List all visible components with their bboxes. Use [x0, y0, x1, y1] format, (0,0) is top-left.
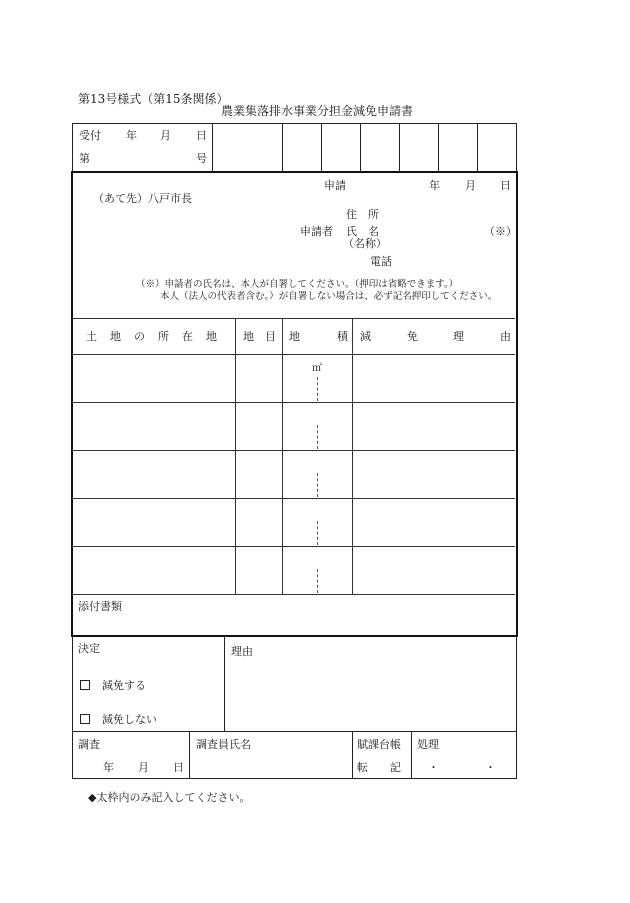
decision-label: 決定	[78, 642, 100, 655]
col-location: 土 地 の 所 在 地	[86, 330, 218, 343]
application-month: 月	[465, 179, 476, 192]
area-unit: ㎡	[312, 363, 322, 374]
footer-note: ◆太枠内のみ記入してください。	[88, 791, 251, 804]
address-label: 住 所	[346, 208, 379, 221]
col-category: 地 目	[243, 330, 276, 343]
col-reason-4: 由	[500, 330, 511, 343]
reception-go: 号	[196, 152, 207, 165]
reception-month: 月	[160, 129, 171, 142]
main-frame	[71, 171, 518, 637]
name-sub-label: （名称）	[343, 237, 387, 250]
survey-year: 年	[103, 761, 114, 774]
processing-dot-1: ・	[428, 761, 439, 774]
decision-reason-label: 理由	[231, 645, 253, 658]
reception-year: 年	[126, 129, 137, 142]
ledger-label: 賦課台帳	[357, 738, 401, 751]
application-day: 日	[500, 179, 511, 192]
addressee: （あて先）八戸市長	[93, 192, 192, 205]
survey-month: 月	[138, 761, 149, 774]
note-line-2: 本人（法人の代表者含む。）が自署しない場合は、必ず記名押印してください。	[160, 291, 498, 302]
form-title: 農業集落排水事業分担金減免申請書	[221, 104, 414, 118]
not-exempt-checkbox[interactable]	[80, 714, 90, 724]
col-area-right: 積	[337, 330, 348, 343]
surveyor-label: 調査員氏名	[196, 738, 251, 751]
survey-label: 調査	[78, 738, 100, 751]
reception-dai: 第	[79, 152, 90, 165]
exempt-option-label: 減免する	[102, 679, 146, 692]
processing-dot-2: ・	[485, 761, 496, 774]
exempt-checkbox[interactable]	[80, 680, 90, 690]
col-reason-3: 理	[453, 330, 464, 343]
col-area-left: 地	[289, 330, 300, 343]
survey-day: 日	[173, 761, 184, 774]
col-reason-2: 免	[407, 330, 418, 343]
reception-day: 日	[196, 129, 207, 142]
application-year: 年	[429, 179, 440, 192]
col-reason-1: 減	[360, 330, 371, 343]
name-mark: （※）	[484, 225, 517, 238]
reception-label: 受付	[79, 129, 101, 142]
phone-label: 電話	[370, 255, 392, 268]
attachments-label: 添付書類	[78, 600, 122, 613]
not-exempt-option-label: 減免しない	[102, 713, 157, 726]
applicant-label: 申請者	[300, 225, 333, 238]
transfer-label: 転 記	[357, 761, 401, 774]
form-number: 第13号様式（第15条関係）	[78, 92, 229, 106]
name-label: 氏 名	[346, 225, 379, 238]
note-line-1: （※）申請者の氏名は、本人が自署してください。（押印は省略できます。）	[136, 279, 459, 290]
application-label: 申請	[324, 179, 346, 192]
processing-label: 処理	[417, 738, 439, 751]
